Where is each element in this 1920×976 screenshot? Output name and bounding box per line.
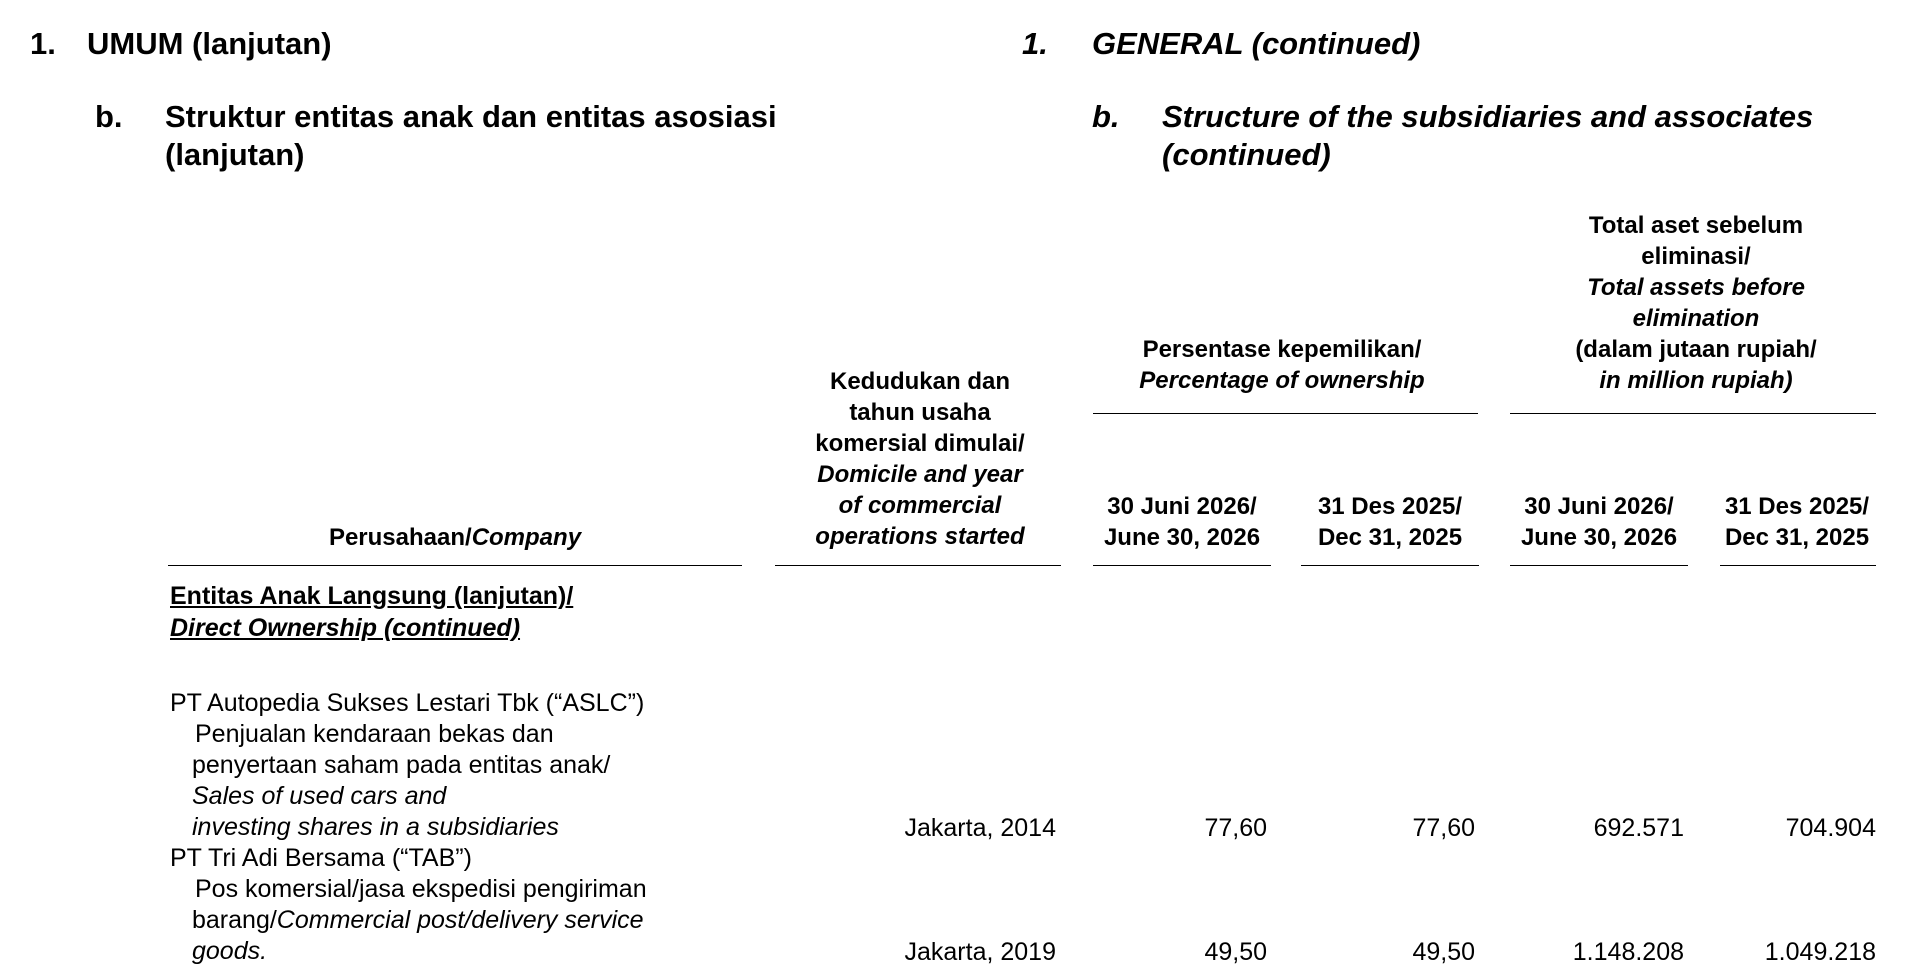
own-2026-tab: 49,50: [1204, 938, 1267, 966]
domicile-header-rule: [775, 565, 1061, 566]
date-col-assets-2026-rule: [1510, 565, 1688, 566]
desc-tab-line2-a: barang/: [192, 906, 277, 934]
domicile-header-en-line2: of commercial: [838, 492, 1002, 519]
company-header: [168, 522, 742, 553]
company-name-tab: PT Tri Adi Bersama (“TAB”): [170, 844, 472, 872]
company-header-rule: [168, 565, 742, 566]
date-col-own-2026-en: June 30, 2026: [1103, 524, 1261, 551]
subsection-letter-left: b.: [95, 99, 123, 134]
desc-tab-line3: goods.: [192, 937, 268, 965]
assets-header: [1506, 210, 1886, 396]
assets-header-en-line2: elimination: [1632, 305, 1760, 332]
date-col-assets-2026: [1510, 491, 1688, 553]
subsection-title-left: [165, 98, 777, 174]
date-col-own-2026: [1093, 491, 1271, 553]
assets-header-en-line1: Total assets before: [1587, 274, 1805, 301]
desc-tab-line1: Pos komersial/jasa ekspedisi pengiriman: [195, 875, 647, 903]
desc-aslc-line2: penyertaan saham pada entitas anak/: [192, 751, 611, 779]
date-col-assets-2025-rule: [1720, 565, 1876, 566]
date-col-own-2026-id: 30 Juni 2026/: [1107, 493, 1257, 520]
subsection-title-right-line2: (continued): [1162, 137, 1331, 172]
date-col-own-2025-id: 31 Des 2025/: [1317, 493, 1463, 520]
section-number-right: 1.: [1022, 26, 1048, 61]
domicile-tab: Jakarta, 2019: [904, 938, 1056, 966]
desc-aslc-line3: Sales of used cars and: [192, 782, 447, 810]
date-col-own-2025: [1301, 491, 1479, 553]
company-name-aslc: PT Autopedia Sukses Lestari Tbk (“ASLC”): [170, 689, 645, 717]
desc-aslc-line4: investing shares in a subsidiaries: [192, 813, 559, 841]
section-number-left: 1.: [30, 26, 56, 61]
direct-ownership-section-en: Direct Ownership (continued): [170, 614, 521, 642]
subsection-title-left-line2: (lanjutan): [165, 137, 305, 172]
desc-tab-line2-b: Commercial post/delivery service: [276, 906, 644, 934]
assets-group-rule: [1510, 413, 1876, 414]
ownership-header: [1080, 334, 1484, 396]
date-col-assets-2026-en: June 30, 2026: [1520, 524, 1678, 551]
assets-2025-tab: 1.049.218: [1764, 938, 1876, 966]
date-col-own-2026-rule: [1093, 565, 1271, 566]
company-header-id: Perusahaan/: [328, 524, 472, 551]
subsection-title-right-line1: Structure of the subsidiaries and associates: [1162, 99, 1814, 134]
date-col-assets-2025-id: 31 Des 2025/: [1724, 493, 1870, 520]
assets-header-unit-id: (dalam jutaan rupiah/: [1575, 336, 1817, 363]
date-col-assets-2025: [1716, 491, 1878, 553]
domicile-header-en-line1: Domicile and year: [817, 461, 1023, 488]
assets-2026-aslc: 692.571: [1593, 814, 1684, 842]
domicile-header-id-line2: tahun usaha: [849, 399, 991, 426]
own-2025-aslc: 77,60: [1412, 814, 1475, 842]
date-col-assets-2026-id: 30 Juni 2026/: [1524, 493, 1674, 520]
domicile-header-en-line3: operations started: [815, 523, 1025, 550]
table-row-tab: [170, 843, 647, 967]
domicile-header-id-line3: komersial dimulai/: [815, 430, 1025, 457]
section-title-left: UMUM (lanjutan): [87, 26, 332, 61]
section-title-right: GENERAL (continued): [1092, 26, 1421, 61]
subsection-title-left-line1: Struktur entitas anak dan entitas asosiasi: [165, 99, 777, 134]
assets-2025-aslc: 704.904: [1785, 814, 1876, 842]
subsection-title-right: [1162, 98, 1813, 174]
direct-ownership-section: [170, 580, 573, 644]
assets-2026-tab: 1.148.208: [1572, 938, 1684, 966]
domicile-aslc: Jakarta, 2014: [904, 814, 1056, 842]
desc-aslc-line1: Penjualan kendaraan bekas dan: [195, 720, 554, 748]
table-row-aslc: [170, 688, 644, 843]
direct-ownership-section-id: Entitas Anak Langsung (lanjutan)/: [170, 582, 574, 610]
company-header-en: Company: [471, 524, 582, 551]
domicile-header-id-line1: Kedudukan dan: [829, 368, 1010, 395]
ownership-group-rule: [1093, 413, 1478, 414]
date-col-assets-2025-en: Dec 31, 2025: [1724, 524, 1870, 551]
ownership-header-id: Persentase kepemilikan/: [1142, 336, 1422, 363]
desc-tab-line2: [170, 905, 647, 936]
domicile-header: [770, 366, 1070, 552]
own-2026-aslc: 77,60: [1204, 814, 1267, 842]
date-col-own-2025-rule: [1301, 565, 1479, 566]
subsection-letter-right: b.: [1092, 99, 1120, 134]
own-2025-tab: 49,50: [1412, 938, 1475, 966]
assets-header-id-line2: eliminasi/: [1641, 243, 1751, 270]
assets-header-unit-en: in million rupiah): [1599, 367, 1793, 394]
assets-header-id-line1: Total aset sebelum: [1588, 212, 1804, 239]
date-col-own-2025-en: Dec 31, 2025: [1317, 524, 1463, 551]
ownership-header-en: Percentage of ownership: [1139, 367, 1425, 394]
